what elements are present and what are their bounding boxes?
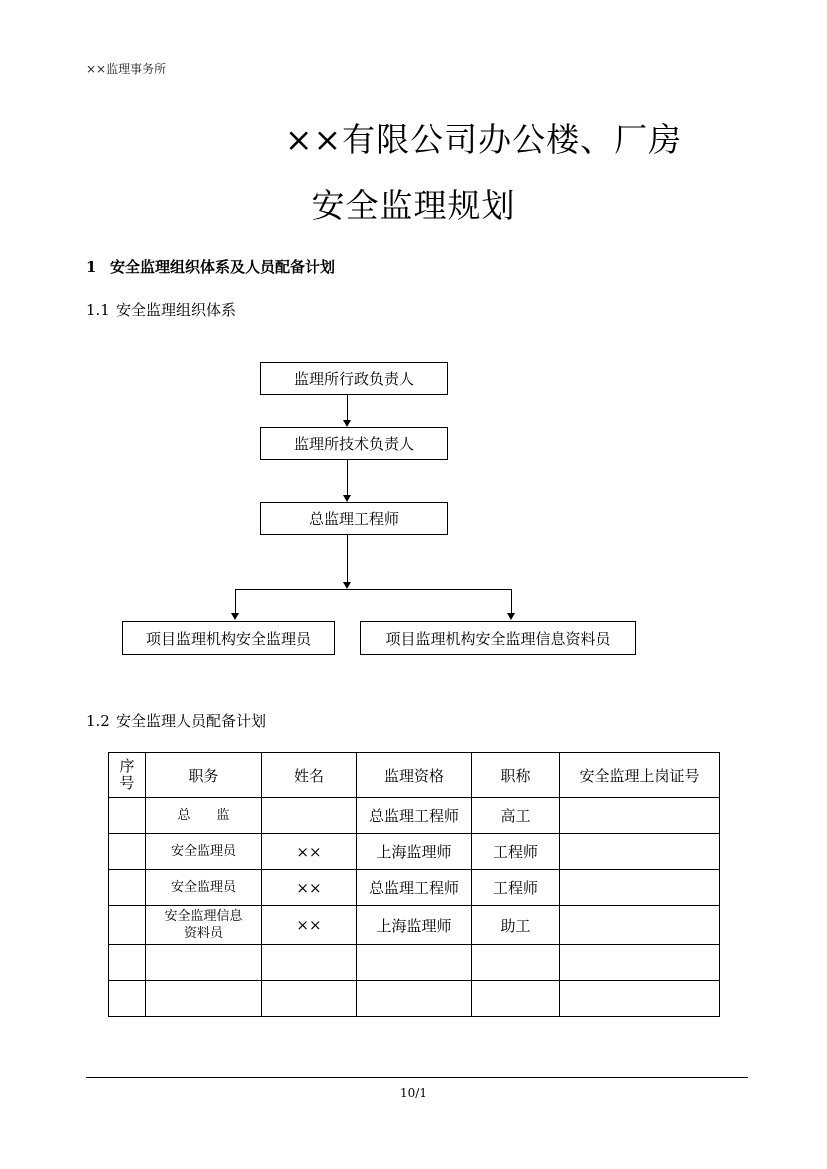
- header-org-name: ××监理事务所: [86, 62, 167, 76]
- cell-qualification: 上海监理师: [357, 906, 472, 945]
- cell-title: [472, 945, 560, 981]
- cell-cert: [560, 870, 720, 906]
- table-row: [109, 798, 720, 834]
- document-title-line2: 安全监理规划: [311, 186, 516, 225]
- cell-role: [146, 945, 262, 981]
- section-1-title: 安全监理组织体系及人员配备计划: [110, 258, 336, 276]
- table-row: [109, 870, 720, 906]
- cell-role: 安全监理员: [146, 834, 262, 870]
- connector-line: [347, 460, 348, 495]
- cell-name: ××: [262, 834, 357, 870]
- col-header-name: 姓名: [262, 753, 357, 798]
- footer-divider: [86, 1077, 748, 1078]
- cell-role: 总 监: [146, 798, 262, 834]
- cell-qualification: [357, 945, 472, 981]
- cell-title: 工程师: [472, 870, 560, 906]
- staff-plan-table: [108, 752, 720, 1017]
- arrow-down-icon: [343, 495, 351, 502]
- table-row: [109, 981, 720, 1017]
- cell-title: 工程师: [472, 834, 560, 870]
- cell-cert: [560, 981, 720, 1017]
- table-row: [109, 906, 720, 945]
- page-number: 10/1: [400, 1086, 427, 1100]
- connector-line: [347, 395, 348, 420]
- cell-role: 安全监理员: [146, 870, 262, 906]
- section-1-2-heading: [86, 710, 266, 731]
- section-1-1-number: 1.1: [86, 301, 110, 319]
- arrow-down-icon: [507, 613, 515, 620]
- col-header-no: 序号: [109, 753, 146, 798]
- cell-qualification: 总监理工程师: [357, 798, 472, 834]
- cell-cert: [560, 798, 720, 834]
- cell-title: 高工: [472, 798, 560, 834]
- org-box-chief: 总监理工程师: [260, 502, 448, 535]
- section-1-2-number: 1.2: [86, 712, 110, 730]
- org-box-tech-head: 监理所技术负责人: [260, 427, 448, 460]
- cell-name: [262, 945, 357, 981]
- arrow-down-icon: [343, 582, 351, 589]
- cell-name: [262, 981, 357, 1017]
- cell-cert: [560, 945, 720, 981]
- cell-role: 安全监理信息资料员: [146, 906, 262, 945]
- cell-no: [109, 945, 146, 981]
- org-box-safety-supervisor: 项目监理机构安全监理员: [122, 621, 335, 655]
- section-1-2-title: 安全监理人员配备计划: [116, 712, 267, 730]
- col-header-title: 职称: [472, 753, 560, 798]
- cell-no: [109, 798, 146, 834]
- cell-title: 助工: [472, 906, 560, 945]
- table-row: [109, 945, 720, 981]
- cell-no: [109, 870, 146, 906]
- cell-name: ××: [262, 906, 357, 945]
- col-header-qualification: 监理资格: [357, 753, 472, 798]
- cell-qualification: 上海监理师: [357, 834, 472, 870]
- col-header-role: 职务: [146, 753, 262, 798]
- cell-role: [146, 981, 262, 1017]
- cell-qualification: 总监理工程师: [357, 870, 472, 906]
- cell-cert: [560, 834, 720, 870]
- cell-name: [262, 798, 357, 834]
- section-1-heading: [86, 256, 335, 277]
- org-box-admin-head: 监理所行政负责人: [260, 362, 448, 395]
- cell-qualification: [357, 981, 472, 1017]
- section-1-1-title: 安全监理组织体系: [116, 301, 237, 319]
- org-box-info-officer: 项目监理机构安全监理信息资料员: [360, 621, 636, 655]
- connector-line: [511, 589, 512, 613]
- cell-no: [109, 981, 146, 1017]
- connector-line: [235, 589, 236, 613]
- connector-line: [235, 589, 512, 590]
- col-header-cert: 安全监理上岗证号: [560, 753, 720, 798]
- document-title-line1: ××有限公司办公楼、厂房: [284, 120, 683, 159]
- table-row: [109, 834, 720, 870]
- table-header-row: [109, 753, 720, 798]
- arrow-down-icon: [343, 420, 351, 427]
- section-1-1-heading: [86, 299, 236, 320]
- cell-no: [109, 906, 146, 945]
- cell-no: [109, 834, 146, 870]
- section-1-number: 1: [86, 258, 97, 276]
- cell-name: ××: [262, 870, 357, 906]
- arrow-down-icon: [231, 613, 239, 620]
- cell-cert: [560, 906, 720, 945]
- cell-title: [472, 981, 560, 1017]
- connector-line: [347, 535, 348, 582]
